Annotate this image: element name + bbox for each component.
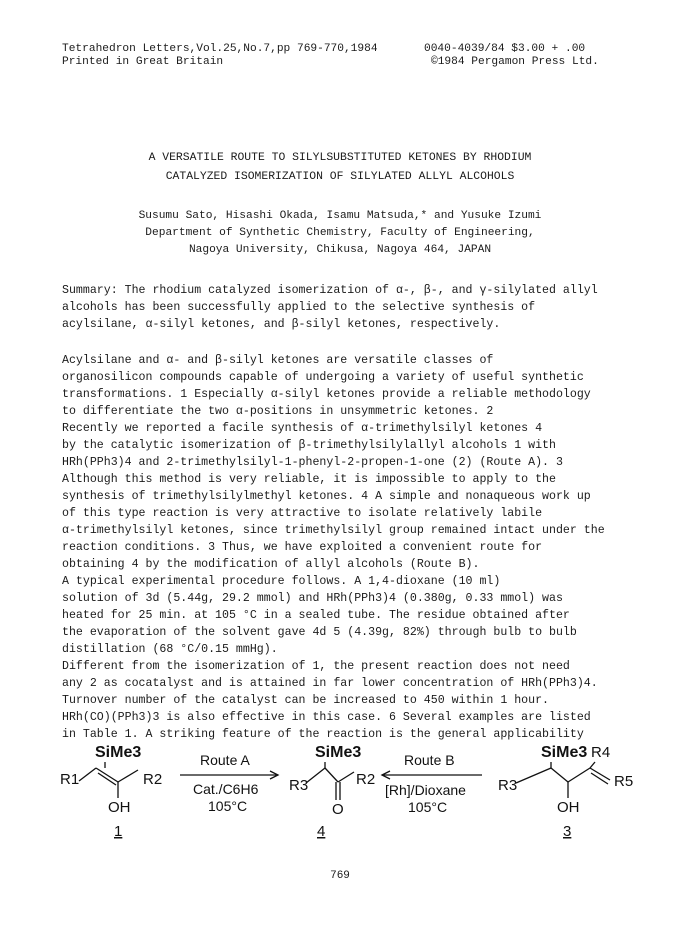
body-line: organosilicon compounds capable of undergoing a variety of useful synthetic	[62, 371, 584, 384]
route-b-label: Route B	[404, 752, 455, 768]
page-number: 769	[330, 870, 350, 882]
hydroxyl-label: OH	[108, 799, 131, 816]
body-line: HRh(CO)(PPh3)3 is also effective in this case. 6 Several examples are listed	[62, 711, 591, 724]
paper-title-line-2: CATALYZED ISOMERIZATION OF SILYLATED ALLYL ALCOHOLS	[165, 171, 515, 183]
body-line: synthesis of trimethylsilylmethyl ketones. 4 A simple and nonaqueous work up	[62, 490, 591, 503]
body-line: Different from the isomerization of 1, the present reaction does not need	[62, 660, 570, 673]
double-bond	[591, 773, 608, 784]
r3-label: R3	[498, 777, 518, 794]
author-department: Department of Synthetic Chemistry, Faculty of Engineering,	[145, 227, 535, 239]
reaction-scheme	[0, 738, 680, 848]
author-names: Susumu Sato, Hisashi Okada, Isamu Matsuda,* and Yusuke Izumi	[138, 210, 542, 222]
summary-line: Summary: The rhodium catalyzed isomerization of α-, β-, and γ-silylated allyl	[62, 284, 598, 297]
sime3-label: SiMe3	[315, 744, 362, 761]
body-line: in Table 1. A striking feature of the reaction is the general applicability	[62, 728, 584, 741]
bond	[79, 768, 96, 781]
body-line: transformations. 1 Especially α-silyl ketones provide a reliable methodology	[62, 388, 591, 401]
r3-label: R3	[289, 777, 309, 794]
body-line: Recently we reported a facile synthesis of α-trimethylsilyl ketones 4	[62, 422, 543, 435]
bond	[325, 768, 338, 782]
compound-label-3: 3	[563, 823, 572, 840]
r2-label: R2	[143, 771, 163, 788]
body-line: Turnover number of the catalyst can be increased to 450 within 1 hour.	[62, 694, 550, 707]
issn-price: 0040-4039/84 $3.00 + .00	[424, 43, 586, 55]
body-line: any 2 as cocatalyst and is attained in far lower concentration of HRh(PPh3)4.	[62, 677, 598, 690]
bond	[306, 768, 325, 783]
summary-line: acylsilane, α-silyl ketones, and β-silyl ketones, respectively.	[62, 318, 501, 331]
body-line: α-trimethylsilyl ketones, since trimethylsilyl group remained intact under the	[62, 524, 605, 537]
copyright: ©1984 Pergamon Press Ltd.	[431, 56, 599, 68]
sime3-label: SiMe3	[95, 744, 142, 761]
bond	[590, 762, 595, 768]
r5-label: R5	[614, 773, 634, 790]
r1-label: R1	[60, 771, 80, 788]
r2-label: R2	[356, 771, 376, 788]
body-line: of this type reaction is very attractive to isolate relatively labile	[62, 507, 543, 520]
body-line: heated for 25 min. at 105 °C in a sealed tube. The residue obtained after	[62, 609, 570, 622]
body-line: Acylsilane and α- and β-silyl ketones are versatile classes of	[62, 354, 494, 367]
body-line: the evaporation of the solvent gave 4d 5 (4.39g, 82%) through bulb to bulb	[62, 626, 577, 639]
double-bond	[96, 768, 118, 782]
hydroxyl-label: OH	[557, 799, 580, 816]
body-line: distillation (68 °C/0.15 mmHg).	[62, 643, 278, 656]
author-university: Nagoya University, Chikusa, Nagoya 464, JAPAN	[188, 244, 492, 256]
compound-label-1: 1	[114, 823, 123, 840]
sime3-label: SiMe3	[541, 744, 588, 761]
printed-in: Printed in Great Britain	[62, 56, 224, 68]
bond	[118, 770, 138, 782]
route-a-condition: Cat./C6H6	[193, 781, 259, 797]
r4-label: R4	[591, 744, 611, 761]
compound-label-4: 4	[317, 823, 326, 840]
paper-title-line-1: A VERSATILE ROUTE TO SILYLSUBSTITUTED KETONES BY RHODIUM	[148, 152, 532, 164]
body-line: solution of 3d (5.44g, 29.2 mmol) and HRh(PPh3)4 (0.380g, 0.33 mmol) was	[62, 592, 563, 605]
body-line: reaction conditions. 3 Thus, we have exploited a convenient route for	[62, 541, 543, 554]
carbonyl-oxygen-label: O	[332, 801, 344, 818]
body-line: obtaining 4 by the modification of allyl alcohols (Route B).	[62, 558, 480, 571]
body-line: Although this method is very reliable, it is impossible to apply to the	[62, 473, 556, 486]
route-b-temperature: 105°C	[408, 799, 448, 815]
route-a-label: Route A	[200, 752, 250, 768]
journal-citation: Tetrahedron Letters,Vol.25,No.7,pp 769-770,1984	[62, 43, 378, 55]
bond	[568, 768, 590, 782]
body-line: A typical experimental procedure follows. A 1,4-dioxane (10 ml)	[62, 575, 501, 588]
body-line: HRh(PPh3)4 and 2-trimethylsilyl-1-phenyl-2-propen-1-one (2) (Route A). 3	[62, 456, 563, 469]
bond	[551, 768, 568, 782]
summary-line: alcohols has been successfully applied to the selective synthesis of	[62, 301, 536, 314]
route-a-temperature: 105°C	[208, 798, 248, 814]
bond	[516, 768, 551, 783]
route-b-condition: [Rh]/Dioxane	[385, 782, 466, 798]
bond	[338, 772, 354, 782]
body-line: to differentiate the two α-positions in unsymmetric ketones. 2	[62, 405, 494, 418]
body-line: by the catalytic isomerization of β-trimethylsilylallyl alcohols 1 with	[62, 439, 556, 452]
